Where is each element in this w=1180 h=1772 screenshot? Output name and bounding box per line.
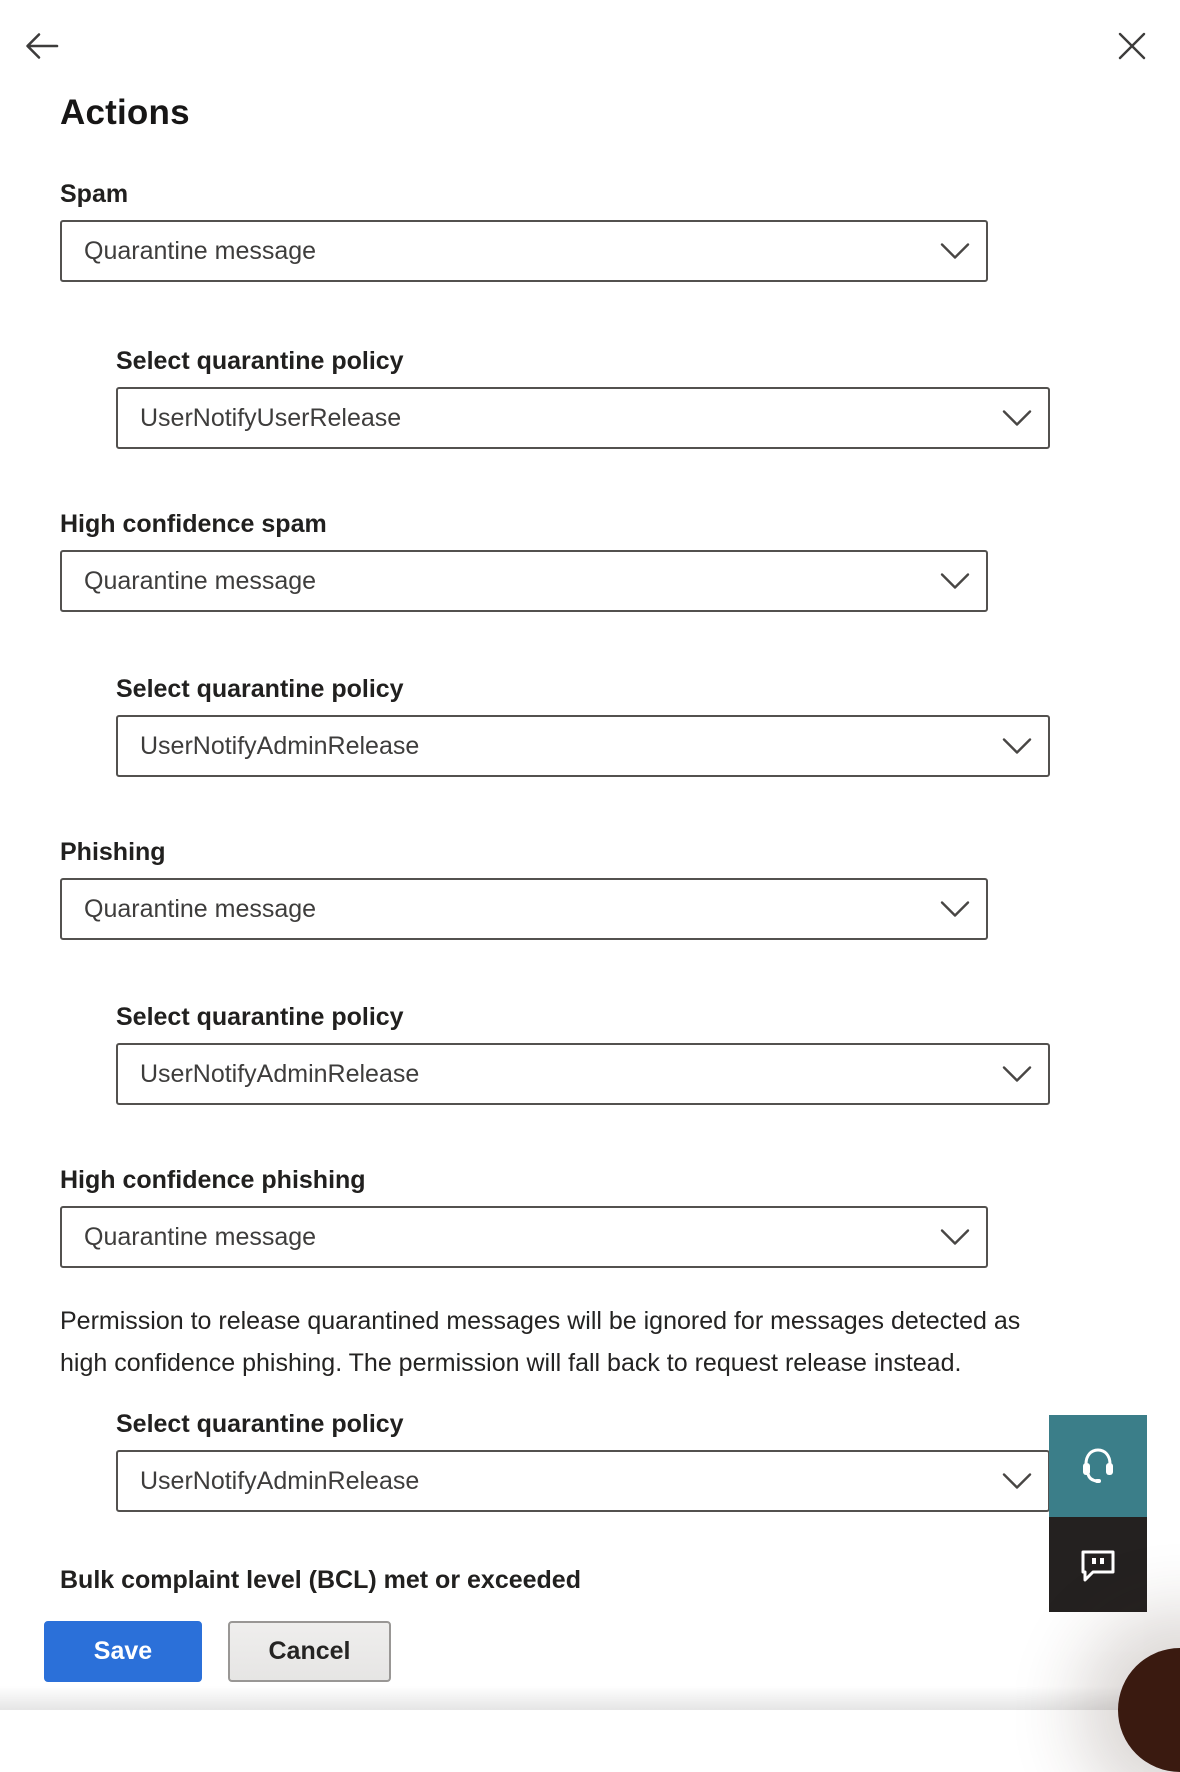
field-label-quarantine-policy: Select quarantine policy <box>116 1003 404 1031</box>
dropdown-selected-value: Quarantine message <box>84 566 317 595</box>
hcs-quarantine-policy-dropdown[interactable] <box>116 715 1050 777</box>
chevron-down-icon <box>1002 1473 1032 1490</box>
chevron-down-icon <box>1002 738 1032 755</box>
spam-action-dropdown[interactable] <box>60 220 988 282</box>
chevron-down-icon <box>940 243 970 260</box>
spam-quarantine-policy-dropdown[interactable] <box>116 387 1050 449</box>
high-confidence-phishing-note: Permission to release quarantined messages will be ignored for messages detected as high confidence phishing. The permission will fall back to request release instead. <box>60 1307 1021 1377</box>
field-phishing-quarantine-policy <box>116 1001 1050 1105</box>
field-high-confidence-phishing <box>60 1164 988 1268</box>
field-label-high-confidence-spam: High confidence spam <box>60 510 327 538</box>
help-support-widget[interactable] <box>1049 1415 1147 1517</box>
close-button[interactable] <box>1114 28 1150 64</box>
feedback-speech-bubble-icon <box>1077 1544 1119 1586</box>
field-label-phishing: Phishing <box>60 838 166 866</box>
save-button[interactable]: Save <box>44 1621 202 1682</box>
field-label-high-confidence-phishing: High confidence phishing <box>60 1166 366 1194</box>
field-high-confidence-spam <box>60 508 988 612</box>
field-spam <box>60 178 988 282</box>
headset-icon <box>1076 1444 1120 1488</box>
field-spam-quarantine-policy <box>116 345 1050 449</box>
chevron-down-icon <box>1002 1066 1032 1083</box>
chevron-down-icon <box>940 573 970 590</box>
chevron-down-icon <box>940 1229 970 1246</box>
cancel-button[interactable]: Cancel <box>228 1621 391 1682</box>
field-label-quarantine-policy: Select quarantine policy <box>116 1410 404 1438</box>
dropdown-selected-value: UserNotifyAdminRelease <box>140 1466 420 1495</box>
field-label-quarantine-policy: Select quarantine policy <box>116 347 404 375</box>
close-icon <box>1117 31 1147 61</box>
feedback-widget[interactable] <box>1049 1517 1147 1612</box>
phishing-quarantine-policy-dropdown[interactable] <box>116 1043 1050 1105</box>
phishing-action-dropdown[interactable] <box>60 878 988 940</box>
chevron-down-icon <box>940 901 970 918</box>
high-confidence-spam-action-dropdown[interactable] <box>60 550 988 612</box>
field-label-quarantine-policy: Select quarantine policy <box>116 675 404 703</box>
dropdown-selected-value: UserNotifyAdminRelease <box>140 731 420 760</box>
arrow-left-icon <box>24 28 60 64</box>
dropdown-selected-value: UserNotifyAdminRelease <box>140 1059 420 1088</box>
field-phishing <box>60 836 988 940</box>
dropdown-selected-value: Quarantine message <box>84 236 317 265</box>
field-label-spam: Spam <box>60 180 129 208</box>
field-label-bulk-complaint-level: Bulk complaint level (BCL) met or exceeded <box>60 1566 581 1594</box>
hcp-quarantine-policy-dropdown[interactable] <box>116 1450 1050 1512</box>
dropdown-selected-value: UserNotifyUserRelease <box>140 403 402 432</box>
field-hcs-quarantine-policy <box>116 673 1050 777</box>
footer-command-bar <box>0 1602 1180 1710</box>
field-hcp-quarantine-policy <box>116 1408 1050 1512</box>
back-button[interactable] <box>22 26 62 66</box>
dropdown-selected-value: Quarantine message <box>84 1222 317 1251</box>
dropdown-selected-value: Quarantine message <box>84 894 317 923</box>
page-title: Actions <box>60 93 190 132</box>
chevron-down-icon <box>1002 410 1032 427</box>
high-confidence-phishing-action-dropdown[interactable] <box>60 1206 988 1268</box>
